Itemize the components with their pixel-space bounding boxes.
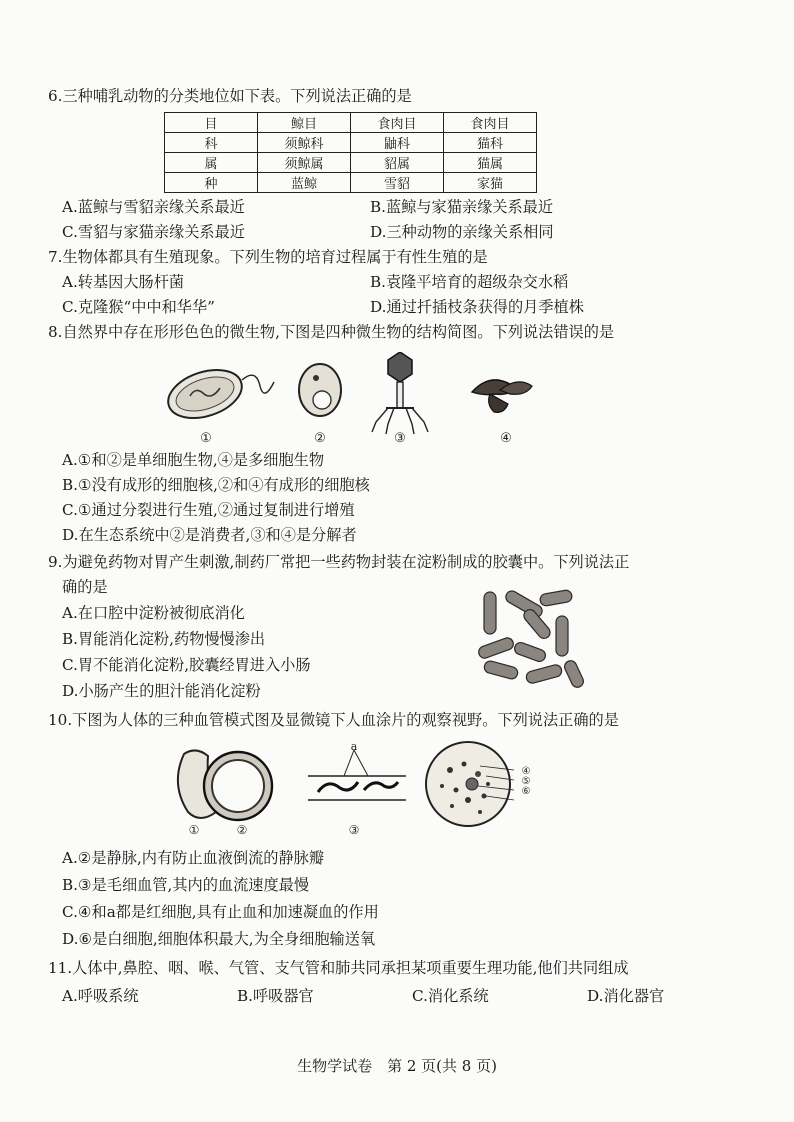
q11-option-d: D.消化器官 <box>587 987 665 1005</box>
fig-label: ② <box>236 823 248 837</box>
q10-option-b: B.③是毛细血管,其内的血流速度最慢 <box>62 876 310 894</box>
label-6: ⑥ <box>521 786 531 797</box>
label-4: ④ <box>521 766 531 777</box>
fig-label: ③ <box>348 823 360 837</box>
q7-option-d: D.通过扦插枝条获得的月季植株 <box>370 298 584 316</box>
q6-option-c: C.雪貂与家猫亲缘关系最近 <box>62 223 245 241</box>
table-cell: 鼬科 <box>351 133 444 153</box>
q9-stem-line1: 9.为避免药物对胃产生刺激,制药厂常把一些药物封装在淀粉制成的胶囊中。下列说法正 <box>48 553 630 571</box>
table-cell: 食肉目 <box>444 113 537 133</box>
table-cell: 种 <box>165 173 258 193</box>
q7-option-a: A.转基因大肠杆菌 <box>62 273 185 291</box>
classification-table <box>164 112 537 193</box>
table-cell: 家猫 <box>444 173 537 193</box>
table-cell: 蓝鲸 <box>258 173 351 193</box>
table-cell: 猫属 <box>444 153 537 173</box>
fig-label: ③ <box>394 431 406 446</box>
q7-option-c: C.克隆猴“中中和华华” <box>62 298 215 316</box>
label-a: a <box>350 740 358 753</box>
vein-artery-illustration <box>178 750 272 820</box>
bacteriophage-illustration <box>372 352 428 434</box>
table-cell: 鲸目 <box>258 113 351 133</box>
table-row <box>165 113 537 133</box>
q11-stem: 11.人体中,鼻腔、咽、喉、气管、支气管和肺共同承担某项重要生理功能,他们共同组成 <box>48 959 629 977</box>
q8-option-d: D.在生态系统中②是消费者,③和④是分解者 <box>62 526 357 544</box>
capsules-image <box>470 588 590 692</box>
table-cell: 目 <box>165 113 258 133</box>
capillary-illustration <box>308 740 406 800</box>
q9-option-c: C.胃不能消化淀粉,胶囊经胃进入小肠 <box>62 656 311 674</box>
q9-option-b: B.胃能消化淀粉,药物慢慢渗出 <box>62 630 266 648</box>
table-cell: 食肉目 <box>351 113 444 133</box>
q11-option-c: C.消化系统 <box>412 987 489 1005</box>
table-row <box>165 133 537 153</box>
yeast-illustration <box>299 364 341 416</box>
table-cell: 雪貂 <box>351 173 444 193</box>
microbe-figure <box>160 352 560 448</box>
fungus-illustration <box>472 380 532 412</box>
table-cell: 须鲸属 <box>258 153 351 173</box>
q10-stem: 10.下图为人体的三种血管模式图及显微镜下人血涂片的观察视野。下列说法正确的是 <box>48 711 619 729</box>
q6-option-b: B.蓝鲸与家猫亲缘关系最近 <box>370 198 554 216</box>
q8-option-c: C.①通过分裂进行生殖,②通过复制进行增殖 <box>62 501 355 519</box>
fig-label: ② <box>314 431 326 446</box>
table-row <box>165 153 537 173</box>
bacterium-illustration <box>162 361 274 426</box>
blood-vessel-figure <box>168 740 568 840</box>
q11-option-b: B.呼吸器官 <box>237 987 314 1005</box>
q11-options <box>62 986 762 1006</box>
q8-option-b: B.①没有成形的细胞核,②和④有成形的细胞核 <box>62 476 370 494</box>
q6-option-d: D.三种动物的亲缘关系相同 <box>370 223 554 241</box>
q7-stem: 7.生物体都具有生殖现象。下列生物的培育过程属于有性生殖的是 <box>48 248 488 266</box>
q10-option-c: C.④和a都是红细胞,具有止血和加速凝血的作用 <box>62 903 379 921</box>
fig-label: ① <box>188 823 200 837</box>
fig-label: ④ <box>500 431 512 446</box>
q7-option-b: B.袁隆平培育的超级杂交水稻 <box>370 273 569 291</box>
table-cell: 猫科 <box>444 133 537 153</box>
q8-stem: 8.自然界中存在形形色色的微生物,下图是四种微生物的结构简图。下列说法错误的是 <box>48 323 615 341</box>
table-cell: 属 <box>165 153 258 173</box>
table-cell: 科 <box>165 133 258 153</box>
q11-option-a: A.呼吸系统 <box>62 987 139 1005</box>
q6-option-a: A.蓝鲸与雪貂亲缘关系最近 <box>62 198 245 216</box>
q9-option-d: D.小肠产生的胆汁能消化淀粉 <box>62 682 261 700</box>
q8-option-a: A.①和②是单细胞生物,④是多细胞生物 <box>62 451 325 469</box>
table-cell: 貂属 <box>351 153 444 173</box>
page-footer: 生物学试卷 第 2 页(共 8 页) <box>297 1057 497 1075</box>
q10-option-d: D.⑥是白细胞,细胞体积最大,为全身细胞输送氧 <box>62 930 376 948</box>
q9-stem-line2: 确的是 <box>62 578 108 596</box>
q10-option-a: A.②是静脉,内有防止血液倒流的静脉瓣 <box>62 849 325 867</box>
q9-option-a: A.在口腔中淀粉被彻底消化 <box>62 604 245 622</box>
label-5: ⑤ <box>521 776 531 787</box>
blood-smear-illustration <box>426 742 531 826</box>
table-cell: 须鲸科 <box>258 133 351 153</box>
fig-label: ① <box>200 431 212 446</box>
table-row <box>165 173 537 193</box>
q6-stem: 6.三种哺乳动物的分类地位如下表。下列说法正确的是 <box>48 87 412 105</box>
